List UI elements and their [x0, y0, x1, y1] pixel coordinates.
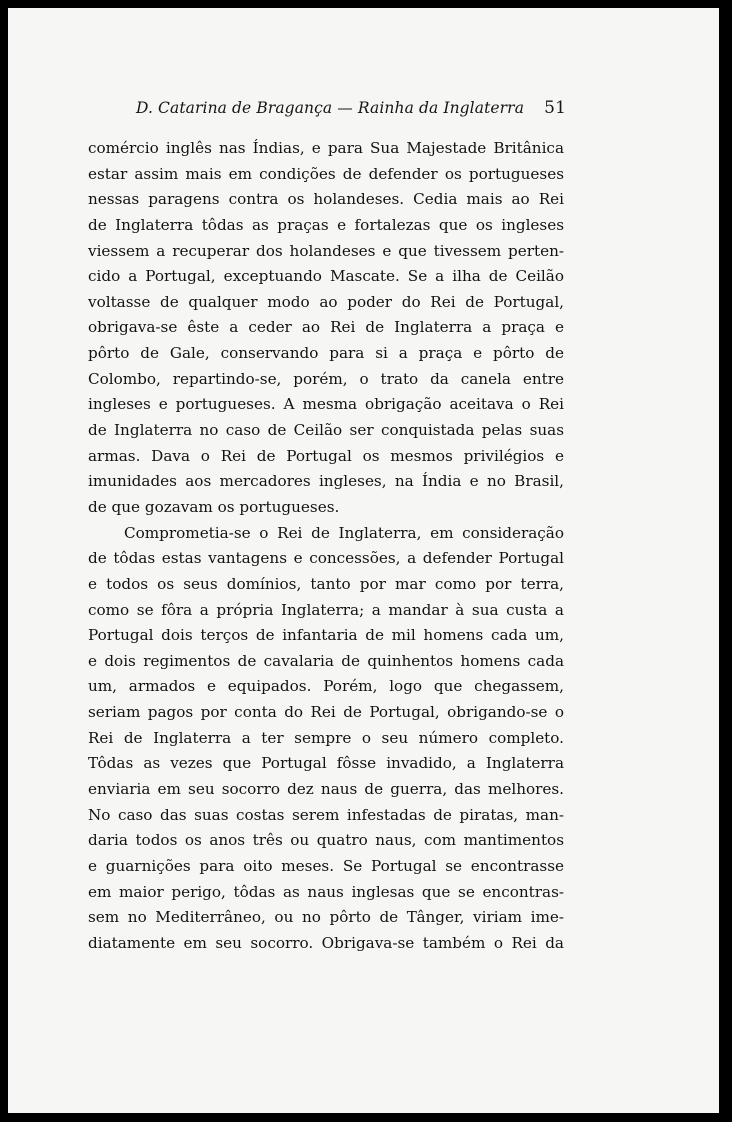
text-line: estar assim mais em condições de defender os portugueses	[88, 164, 564, 183]
running-header	[136, 99, 566, 121]
text-line: enviaria em seu socorro dez naus de guerra, das melhores.	[88, 780, 564, 799]
text-line: voltasse de qualquer modo ao poder do Rei de Portugal,	[88, 292, 564, 311]
text-line: diatamente em seu socorro. Obrigava-se também o Rei da	[88, 933, 564, 952]
text-line: de Inglaterra no caso de Ceilão ser conquistada pelas suas	[88, 421, 564, 440]
text-line: de Inglaterra tôdas as praças e fortalezas que os ingleses	[88, 215, 564, 234]
text-line: um, armados e equipados. Porém, logo que chegassem,	[88, 677, 564, 696]
text-line: sem no Mediterrâneo, ou no pôrto de Tânger, viriam ime-	[88, 908, 564, 927]
text-line: nessas paragens contra os holandeses. Cedia mais ao Rei	[88, 190, 564, 209]
text-line: imunidades aos mercadores ingleses, na Índia e no Brasil,	[88, 472, 564, 491]
text-line: armas. Dava o Rei de Portugal os mesmos privilégios e	[88, 446, 564, 465]
book-page	[8, 8, 719, 1113]
text-line: cido a Portugal, exceptuando Mascate. Se a ilha de Ceilão	[88, 267, 564, 286]
text-line: e todos os seus domínios, tanto por mar como por terra,	[88, 574, 564, 593]
text-line: obrigava-se êste a ceder ao Rei de Inglaterra a praça e	[88, 318, 564, 337]
paragraph-1	[88, 136, 564, 521]
text-line: No caso das suas costas serem infestadas de piratas, man-	[88, 805, 564, 824]
text-line: daria todos os anos três ou quatro naus, com mantimentos	[88, 831, 564, 850]
text-line: e dois regimentos de cavalaria de quinhentos homens cada	[88, 651, 564, 670]
text-line: em maior perigo, tôdas as naus inglesas que se encontras-	[88, 882, 564, 901]
text-line: seriam pagos por conta do Rei de Portugal, obrigando-se o	[88, 703, 564, 722]
text-line: Rei de Inglaterra a ter sempre o seu número completo.	[88, 728, 564, 747]
text-line: como se fôra a própria Inglaterra; a mandar à sua custa a	[88, 600, 564, 619]
text-line: de tôdas estas vantagens e concessões, a defender Portugal	[88, 549, 564, 568]
text-line: e guarnições para oito meses. Se Portugal se encontrasse	[88, 856, 564, 875]
text-line: comércio inglês nas Índias, e para Sua Majestade Britânica	[88, 139, 564, 157]
paragraph-2	[88, 521, 564, 957]
body-text	[88, 136, 564, 957]
text-line: Comprometia-se o Rei de Inglaterra, em consideração	[124, 523, 564, 542]
page-number: 51	[544, 98, 566, 118]
text-line: pôrto de Gale, conservando para si a praça e pôrto de	[88, 344, 564, 363]
text-line: ingleses e portugueses. A mesma obrigação aceitava o Rei	[88, 395, 564, 414]
text-line: viessem a recuperar dos holandeses e que tivessem perten-	[88, 241, 564, 260]
running-title: D. Catarina de Bragança — Rainha da Inglaterra	[136, 99, 525, 117]
text-line: de que gozavam os portugueses.	[88, 497, 340, 516]
text-line: Portugal dois terços de infantaria de mil homens cada um,	[88, 626, 564, 645]
text-line: Colombo, repartindo-se, porém, o trato da canela entre	[88, 369, 564, 388]
text-line: Tôdas as vezes que Portugal fôsse invadido, a Inglaterra	[88, 754, 564, 773]
